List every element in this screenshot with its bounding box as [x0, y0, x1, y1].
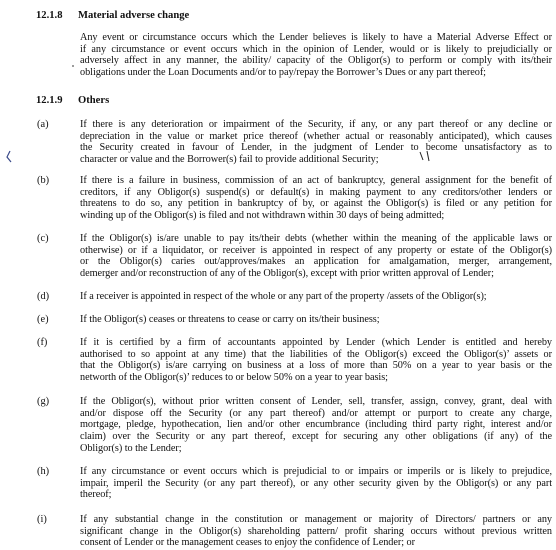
text-line: If it is certified by a firm of accountants appointed by Lender (which Lender is entitled and hereby — [80, 337, 552, 348]
item-a-text — [80, 119, 552, 166]
item-d-text — [80, 291, 552, 303]
text-line: that the Obligor(s) is/are carrying on business at a loss of more than 50% on a year to year basis or the — [80, 360, 552, 372]
text-line: If any substantial change in the constitution or management or majority of Directors/ partners or any — [80, 514, 552, 525]
margin-pen-mark — [4, 150, 14, 164]
text-line: If any circumstance or event occurs which is prejudicial to or impairs or imperils or is likely to prejudice, — [80, 466, 552, 477]
text-line: or the Obligor(s) caries out/approves/makes an application for amalgamation, merger, arrangement, — [80, 256, 552, 268]
section-number: 12.1.9 — [36, 95, 63, 106]
section-title: Others — [78, 95, 110, 106]
text-line: significant change in the Obligor(s) shareholding pattern/ profit sharing occurs without previous written — [80, 525, 552, 537]
item-e-text — [80, 314, 552, 326]
text-line: claim) over the Security or any part thereof, except for securing any other obligations (if any) of the — [80, 431, 552, 443]
item-label: (b) — [37, 175, 50, 186]
text-line: and/or dispose off the Security (or any part thereof) and/or attempt or purport to create any charge, — [80, 407, 552, 419]
text-line: creditors, if any Obligor(s) suspend(s) or default(s) in making payment to any creditors/other lenders or — [80, 186, 552, 198]
item-label: (h) — [37, 466, 50, 477]
item-f-text — [80, 337, 552, 384]
text-line: otherwise) or if a liquidator, or receiver is appointed in respect of any property or estate of the Obligor(s) — [80, 244, 552, 256]
section-body-12-1-8 — [80, 32, 552, 79]
text-line: If the Obligor(s), without prior written consent of Lender, sell, transfer, assign, convey, grant, deal with — [80, 396, 552, 407]
text-line: Obligor(s) to the Lender; — [80, 442, 182, 454]
text-line: character or value and the Borrower(s) fail to provide additional Security; — [80, 154, 379, 166]
text-line: If a receiver is appointed in respect of the whole or any part of the property /assets of the Obligor(s); — [80, 291, 487, 302]
text-line: If there is a failure in business, commission of an act of bankruptcy, general assignment for the benefit of — [80, 175, 552, 186]
text-line: thereof; — [80, 489, 112, 501]
text-line: networth of the Obligor(s)’ reduces to or below 50% on a year to year basis; — [80, 372, 388, 384]
item-label: (f) — [37, 337, 48, 348]
item-h-text — [80, 466, 552, 501]
text-line: impair, imperil the Security (or any part thereof), or any other security given by the Obligor(s) or any part — [80, 477, 552, 489]
item-label: (d) — [37, 291, 50, 302]
section-number: 12.1.8 — [36, 10, 63, 21]
text-line: If the Obligor(s) is/are unable to pay its/their debts (whether within the meaning of the applicable laws or — [80, 233, 552, 244]
item-g-text — [80, 396, 552, 455]
text-line: the Security created in favour of Lender, in the judgment of Lender to become unsatisfactory as to — [80, 142, 552, 154]
section-title: Material adverse change — [78, 10, 190, 21]
text-line: obligations under the Loan Documents and/or to pay/repay the Borrower’s Dues or any part thereof; — [80, 67, 486, 79]
stray-dot-mark — [70, 63, 76, 69]
text-line: depreciation in the value or market price thereof (whether actual or reasonably anticipated), which causes — [80, 130, 552, 142]
text-line: demerger and/or reconstruction of any of the Obligor(s), except with prior written approval of Lender; — [80, 268, 494, 280]
item-label: (e) — [37, 314, 49, 325]
item-c-text — [80, 233, 552, 280]
text-line: If the Obligor(s) ceases or threatens to cease or carry on its/their business; — [80, 314, 380, 325]
item-label: (g) — [37, 396, 50, 407]
text-line: mortgage, pledge, hypothecation, lien and/or other encumbrance (including third party right, interest and/or — [80, 419, 552, 431]
item-i-text — [80, 514, 552, 549]
item-label: (c) — [37, 233, 49, 244]
text-line: consent of Lender or the management ceases to enjoy the confidence of Lender; or — [80, 537, 415, 549]
text-line: if any circumstance or event occurs which in the opinion of Lender, would or is likely to prejudicially or — [80, 43, 552, 55]
stray-pen-mark — [418, 150, 434, 162]
text-line: If there is any deterioration or impairment of the Security, if any, or any part thereof or any decline or — [80, 119, 552, 130]
text-line: threatens to do so, any petition in bankruptcy of by, or against the Obligor(s) is filed or any petition for — [80, 198, 552, 210]
text-line: adversely affect in any manner, the ability/ capacity of the Obligor(s) to perform or comply with its/their — [80, 55, 552, 67]
text-line: Any event or circumstance occurs which the Lender believes is likely to have a Material Adverse Effect or — [80, 32, 552, 43]
item-label: (i) — [37, 514, 47, 525]
text-line: authorised to so appoint at any time) that the liabilities of the Obligor(s) exceed the Obligor(s)’ assets or — [80, 348, 552, 360]
text-line: winding up of the Obligor(s) is filed and not withdrawn within 30 days of being admitted; — [80, 210, 445, 222]
item-b-text — [80, 175, 552, 222]
item-label: (a) — [37, 119, 49, 130]
